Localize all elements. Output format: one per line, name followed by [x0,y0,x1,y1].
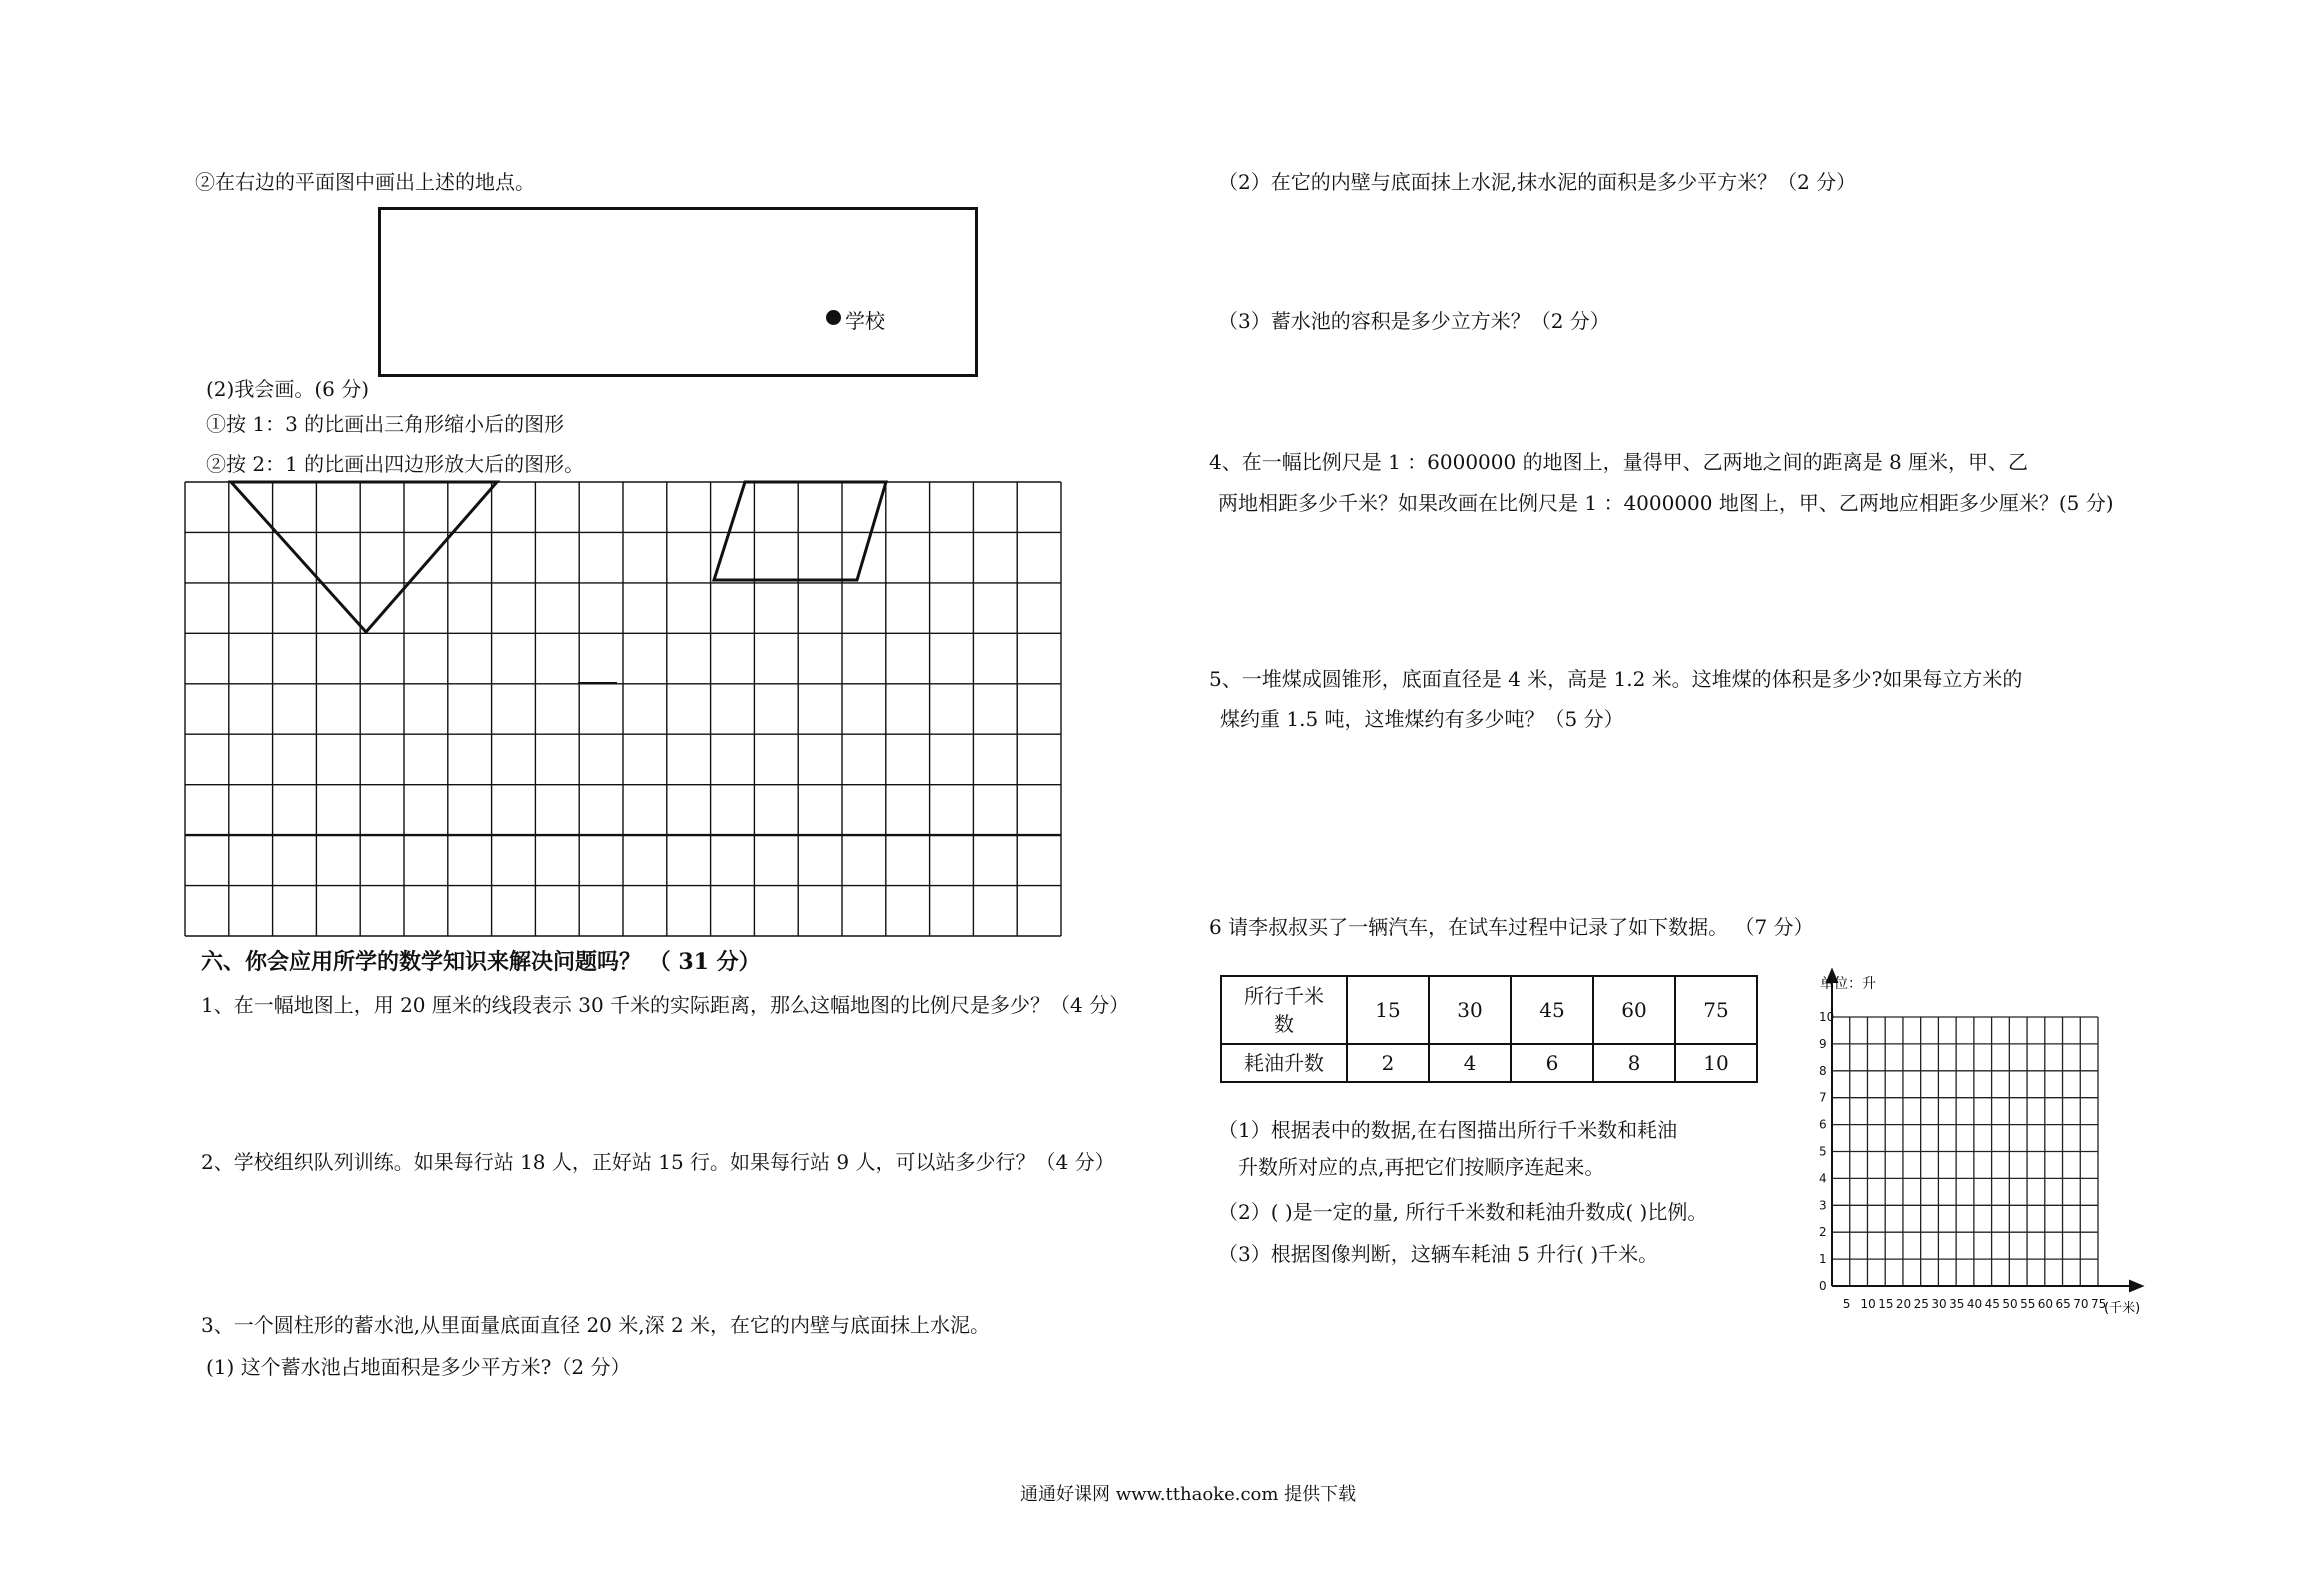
chart-y-tick-label: 7 [1819,1090,1827,1105]
section-title: 六、你会应用所学的数学知识来解决问题吗？ （ 31 分） [201,949,761,975]
chart-y-tick-label: 1 [1819,1252,1827,1267]
draw-instruction-2: ②按 2：1 的比画出四边形放大后的图形。 [206,452,585,476]
chart-y-tick-label: 4 [1819,1171,1827,1186]
table-cell: 15 [1347,976,1429,1044]
page-footer: 通通好课网 www.tthaoke.com 提供下载 [1020,1484,1357,1505]
chart-x-tick-label: 15 [1878,1297,1894,1311]
question-6-3: （3）根据图像判断，这辆车耗油 5 升行( )千米。 [1218,1242,1659,1266]
school-label: 学校 [845,309,885,333]
question-4-line-1: 4、在一幅比例尺是 1 ：6000000 的地图上，量得甲、乙两地之间的距离是 8 厘米，甲、乙 [1209,450,2029,474]
chart-x-tick-label: 45 [1984,1297,2000,1311]
question-6-title: 6 请李叔叔买了一辆汽车，在试车过程中记录了如下数据。 （7 分） [1209,915,1814,939]
table-cell: 10 [1675,1044,1757,1082]
table-cell: 2 [1347,1044,1429,1082]
chart-x-tick-label: 10 [1860,1297,1876,1311]
question-6-1-line-2: 升数所对应的点,再把它们按顺序连起来。 [1238,1155,1605,1179]
question-3-3: （3）蓄水池的容积是多少立方米？（2 分） [1218,309,1610,333]
chart-x-tick-label: 35 [1949,1297,1965,1311]
table-cell: 4 [1429,1044,1511,1082]
table-cell: 8 [1593,1044,1675,1082]
chart-y-tick-label: 6 [1819,1117,1827,1132]
table-head-fuel: 耗油升数 [1221,1044,1347,1082]
question-1: 1、在一幅地图上，用 20 厘米的线段表示 30 千米的实际距离，那么这幅地图的比例尺是多少？（4 分） [201,993,1130,1017]
chart-x-tick-label: 55 [2020,1297,2036,1311]
chart-y-tick-label: 2 [1819,1225,1827,1240]
question-5-line-2: 煤约重 1.5 吨，这堆煤约有多少吨？（5 分） [1220,707,1624,731]
chart-x-tick-label: 30 [1931,1297,1947,1311]
question-3: 3、一个圆柱形的蓄水池,从里面量底面直径 20 米,深 2 米，在它的内壁与底面抹上水泥。 [201,1313,991,1337]
question-6-2: （2）( )是一定的量, 所行千米数和耗油升数成( )比例。 [1218,1200,1708,1224]
chart-y-tick-label: 0 [1819,1279,1827,1293]
chart-x-tick-label: 5 [1842,1297,1851,1311]
question-5-line-1: 5、一堆煤成圆锥形，底面直径是 4 米，高是 1.2 米。这堆煤的体积是多少?如果每立方米的 [1209,667,2023,691]
plan-draw-question: ②在右边的平面图中画出上述的地点。 [195,170,535,194]
chart-x-tick-label: 60 [2037,1297,2054,1311]
chart-x-tick-label: 40 [1966,1297,1983,1311]
question-3-2: （2）在它的内壁与底面抹上水泥,抹水泥的面积是多少平方米？（2 分） [1218,170,1857,194]
question-6-1-line-1: （1）根据表中的数据,在右图描出所行千米数和耗油 [1218,1118,1678,1142]
table-cell: 30 [1429,976,1511,1044]
table-cell: 6 [1511,1044,1593,1082]
table-head-km: 所行千米 数 [1221,976,1347,1044]
chart-y-tick-label: 9 [1819,1036,1827,1051]
chart-y-label: 单位：升 [1820,976,1876,992]
chart-x-tick-label: 50 [2002,1297,2018,1311]
chart-x-arrow-icon [2130,1281,2142,1291]
question-3-1: (1) 这个蓄水池占地面积是多少平方米?（2 分） [206,1355,631,1379]
question-4-line-2: 两地相距多少千米？如果改画在比例尺是 1 ：4000000 地图上，甲、乙两地应相距多少厘米？(5 分) [1218,491,2114,515]
table-cell: 60 [1593,976,1675,1044]
table-cell: 45 [1511,976,1593,1044]
question-2: 2、学校组织队列训练。如果每行站 18 人，正好站 15 行。如果每行站 9 人，可以站多少行？（4 分） [201,1150,1115,1174]
chart-y-tick-label: 8 [1819,1063,1827,1078]
draw-instruction-1: ①按 1：3 的比画出三角形缩小后的图形 [206,412,565,436]
chart-x-tick-label: 25 [1913,1297,1929,1311]
chart-y-tick-label: 3 [1819,1198,1827,1213]
table-cell: 75 [1675,976,1757,1044]
chart-x-tick-label: 70 [2073,1297,2089,1311]
chart-x-tick-label: 75 [2091,1297,2107,1311]
draw-title: (2)我会画。(6 分) [206,377,370,401]
chart-x-tick-label: 65 [2055,1297,2071,1311]
chart-y-tick-label: 10 [1819,1010,1835,1024]
chart-y-tick-label: 5 [1819,1144,1827,1159]
chart-x-label: (千米) [2104,1301,2141,1316]
chart-x-tick-label: 20 [1895,1297,1912,1311]
